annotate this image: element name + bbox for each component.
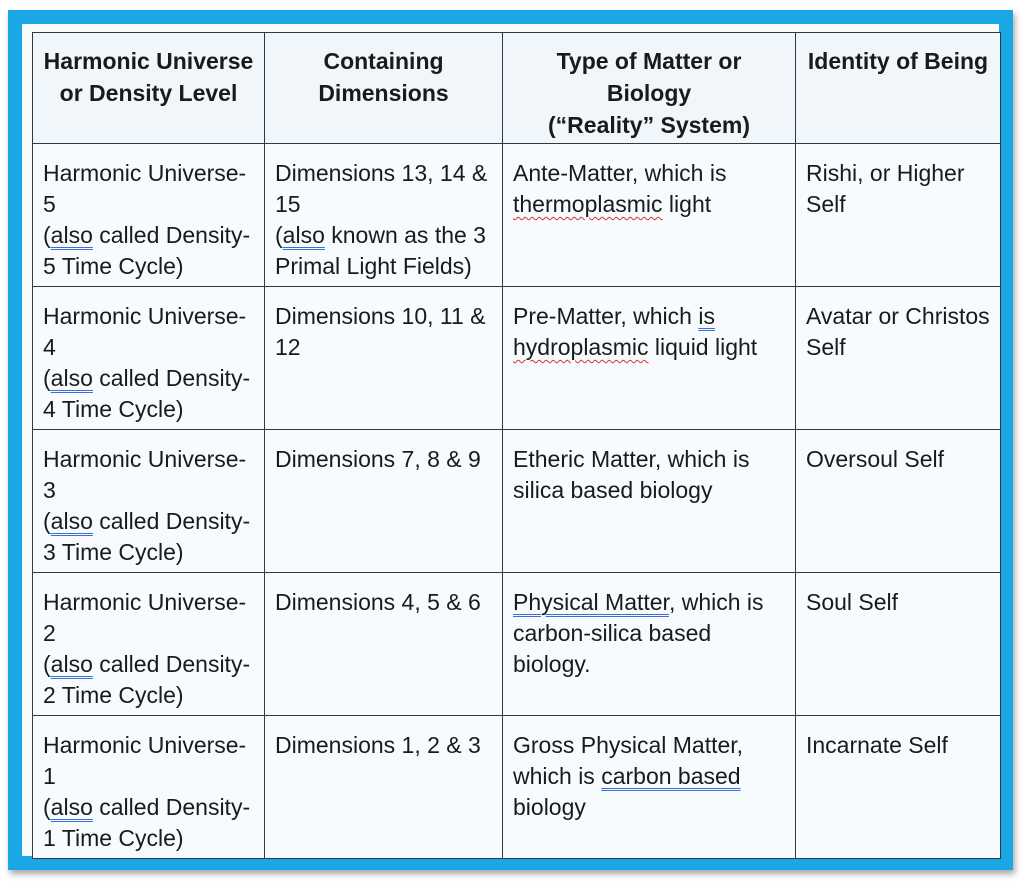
cell-identity: Oversoul Self xyxy=(796,430,1001,573)
cell-matter-type: Physical Matter, which is carbon-silica based biology. xyxy=(503,573,796,716)
cell-density-level: Harmonic Universe- 3 (also called Density- 3 Time Cycle) xyxy=(33,430,265,573)
table-row xyxy=(33,144,1001,287)
table-row xyxy=(33,287,1001,430)
cell-matter-type: Pre-Matter, which is hydroplasmic liquid light xyxy=(503,287,796,430)
cell-matter-type: Ante-Matter, which is thermoplasmic light xyxy=(503,144,796,287)
header-type-of-matter: Type of Matter or Biology (“Reality” System) xyxy=(503,33,796,144)
table-frame xyxy=(8,10,1013,870)
cell-density-level: Harmonic Universe- 5 (also called Density- 5 Time Cycle) xyxy=(33,144,265,287)
header-identity-of-being: Identity of Being xyxy=(796,33,1001,144)
header-density-level: Harmonic Universe or Density Level xyxy=(33,33,265,144)
cell-density-level: Harmonic Universe- 2 (also called Density- 2 Time Cycle) xyxy=(33,573,265,716)
cell-dimensions: Dimensions 7, 8 & 9 xyxy=(265,430,503,573)
table-row xyxy=(33,716,1001,859)
cell-dimensions: Dimensions 13, 14 & 15 (also known as the 3 Primal Light Fields) xyxy=(265,144,503,287)
table-row xyxy=(33,573,1001,716)
cell-matter-type: Gross Physical Matter, which is carbon based biology xyxy=(503,716,796,859)
cell-identity: Soul Self xyxy=(796,573,1001,716)
cell-identity: Avatar or Christos Self xyxy=(796,287,1001,430)
cell-identity: Incarnate Self xyxy=(796,716,1001,859)
header-containing-dimensions: Containing Dimensions xyxy=(265,33,503,144)
cell-dimensions: Dimensions 1, 2 & 3 xyxy=(265,716,503,859)
cell-identity: Rishi, or Higher Self xyxy=(796,144,1001,287)
cell-matter-type: Etheric Matter, which is silica based biology xyxy=(503,430,796,573)
table-row xyxy=(33,430,1001,573)
cell-density-level: Harmonic Universe- 1 (also called Density- 1 Time Cycle) xyxy=(33,716,265,859)
cell-dimensions: Dimensions 4, 5 & 6 xyxy=(265,573,503,716)
table-header-row xyxy=(33,33,1001,144)
harmonic-universe-table xyxy=(32,32,1001,859)
cell-dimensions: Dimensions 10, 11 & 12 xyxy=(265,287,503,430)
cell-density-level: Harmonic Universe- 4 (also called Density- 4 Time Cycle) xyxy=(33,287,265,430)
